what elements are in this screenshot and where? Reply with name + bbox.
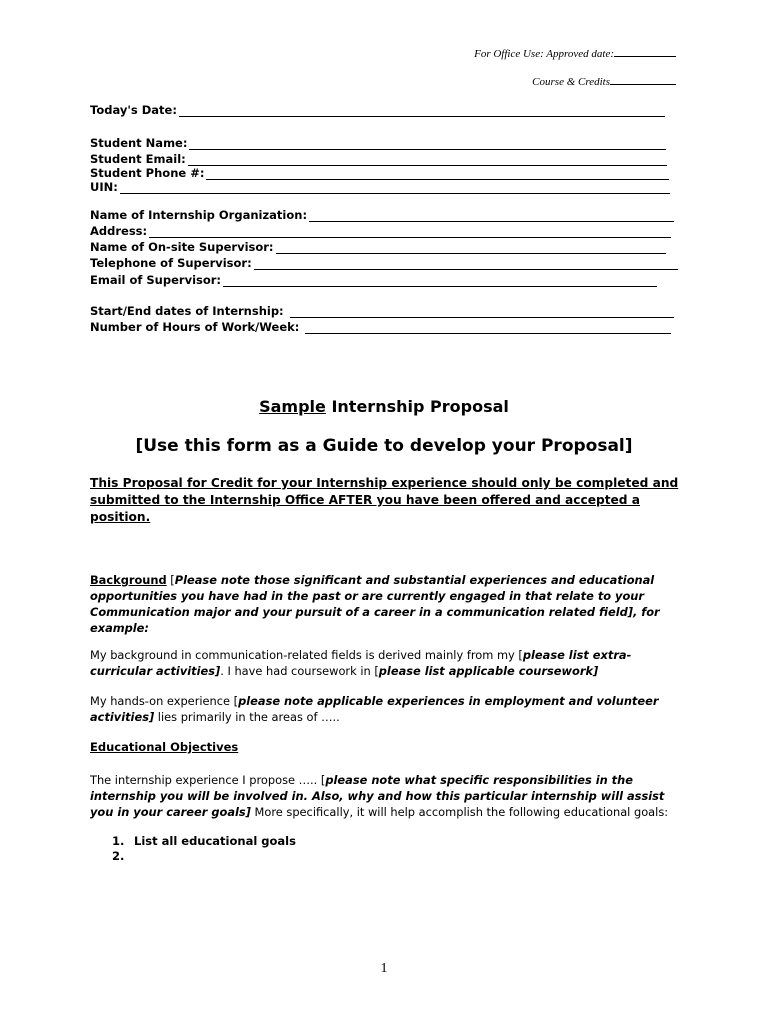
supervisor-phone-field xyxy=(90,256,678,270)
student-phone-label: Student Phone #: xyxy=(90,166,205,180)
list-item xyxy=(112,834,296,849)
approved-date-line[interactable] xyxy=(614,46,676,57)
goal-number: 2. xyxy=(112,849,125,863)
office-course-credits xyxy=(532,74,676,88)
p3-text-c: More specifically, it will help accomplish the following educational goals: xyxy=(250,805,669,819)
title-rest: Internship Proposal xyxy=(325,397,509,416)
background-heading: Background xyxy=(90,573,167,587)
goal-text: List all educational goals xyxy=(134,834,296,848)
list-item xyxy=(112,849,296,864)
goals-list xyxy=(112,834,296,864)
background-detail-paragraph xyxy=(90,647,670,679)
student-phone-field xyxy=(90,166,669,180)
address-label: Address: xyxy=(90,224,148,238)
internship-dates-line[interactable] xyxy=(290,306,674,318)
supervisor-email-field xyxy=(90,273,657,287)
student-name-field xyxy=(90,136,666,150)
todays-date-field xyxy=(90,103,665,117)
student-email-label: Student Email: xyxy=(90,152,186,166)
supervisor-phone-line[interactable] xyxy=(254,258,678,270)
p1-text-a: My background in communication-related fields is derived mainly from my [ xyxy=(90,648,523,662)
student-email-line[interactable] xyxy=(188,154,667,166)
goal-number: 1. xyxy=(112,834,125,848)
page-number: 1 xyxy=(380,961,388,976)
supervisor-name-line[interactable] xyxy=(276,242,666,254)
address-field xyxy=(90,224,671,238)
objectives-paragraph xyxy=(90,772,670,820)
org-name-line[interactable] xyxy=(309,210,674,222)
work-hours-label: Number of Hours of Work/Week: xyxy=(90,320,300,334)
internship-dates-field xyxy=(90,304,674,318)
supervisor-name-label: Name of On-site Supervisor: xyxy=(90,240,274,254)
course-credits-line[interactable] xyxy=(610,74,676,85)
p1-text-b: please list extra-curricular activities] xyxy=(90,648,632,678)
p1-text-c: . I have had coursework in [ xyxy=(220,664,379,678)
background-paragraph xyxy=(90,572,670,636)
address-line[interactable] xyxy=(149,226,671,238)
student-name-line[interactable] xyxy=(189,138,666,150)
supervisor-email-line[interactable] xyxy=(223,275,657,287)
office-credits-label: Course & Credits xyxy=(532,76,610,88)
p3-text-b: please note what specific responsibilities in the internship you will be involved in. Also, why and how this particular internship will assist you in your career goals] xyxy=(90,773,665,819)
educational-objectives-heading: Educational Objectives xyxy=(90,740,239,754)
uin-field xyxy=(90,180,670,194)
supervisor-name-field xyxy=(90,240,666,254)
p3-text-a: The internship experience I propose ….. [ xyxy=(90,773,326,787)
office-approved-label: For Office Use: Approved date: xyxy=(474,48,614,60)
work-hours-line[interactable] xyxy=(305,322,671,334)
todays-date-label: Today's Date: xyxy=(90,103,177,117)
background-note: Please note those significant and substantial experiences and educational opportunities you have had in the past or are currently engaged in that relate to your Communication major and your pursuit of a career in a communication related field xyxy=(90,573,655,619)
background-close: ], for example: xyxy=(90,605,660,635)
p2-text-c: lies primarily in the areas of ….. xyxy=(154,710,340,724)
student-name-label: Student Name: xyxy=(90,136,188,150)
todays-date-line[interactable] xyxy=(179,105,665,117)
hands-on-paragraph xyxy=(90,693,670,725)
uin-line[interactable] xyxy=(120,182,670,194)
student-phone-line[interactable] xyxy=(206,168,669,180)
org-name-field xyxy=(90,208,674,222)
page-title xyxy=(0,397,768,416)
guide-subtitle: [Use this form as a Guide to develop your Proposal] xyxy=(135,436,633,456)
p1-text-d: please list applicable coursework] xyxy=(378,664,599,678)
supervisor-phone-label: Telephone of Supervisor: xyxy=(90,256,252,270)
p2-text-a: My hands-on experience [ xyxy=(90,694,239,708)
work-hours-field xyxy=(90,320,671,334)
org-name-label: Name of Internship Organization: xyxy=(90,208,308,222)
student-email-field xyxy=(90,152,667,166)
background-open: [ xyxy=(166,573,175,587)
internship-dates-label: Start/End dates of Internship: xyxy=(90,304,284,318)
intro-notice: This Proposal for Credit for your Internship experience should only be completed and submitted to the Internship Office AFTER you have been offered and accepted a position. xyxy=(90,476,679,524)
p2-text-b: please note applicable experiences in employment and volunteer activities] xyxy=(90,694,659,724)
supervisor-email-label: Email of Supervisor: xyxy=(90,273,222,287)
uin-label: UIN: xyxy=(90,180,118,194)
title-sample: Sample xyxy=(259,397,326,416)
office-approved-date xyxy=(474,46,676,60)
